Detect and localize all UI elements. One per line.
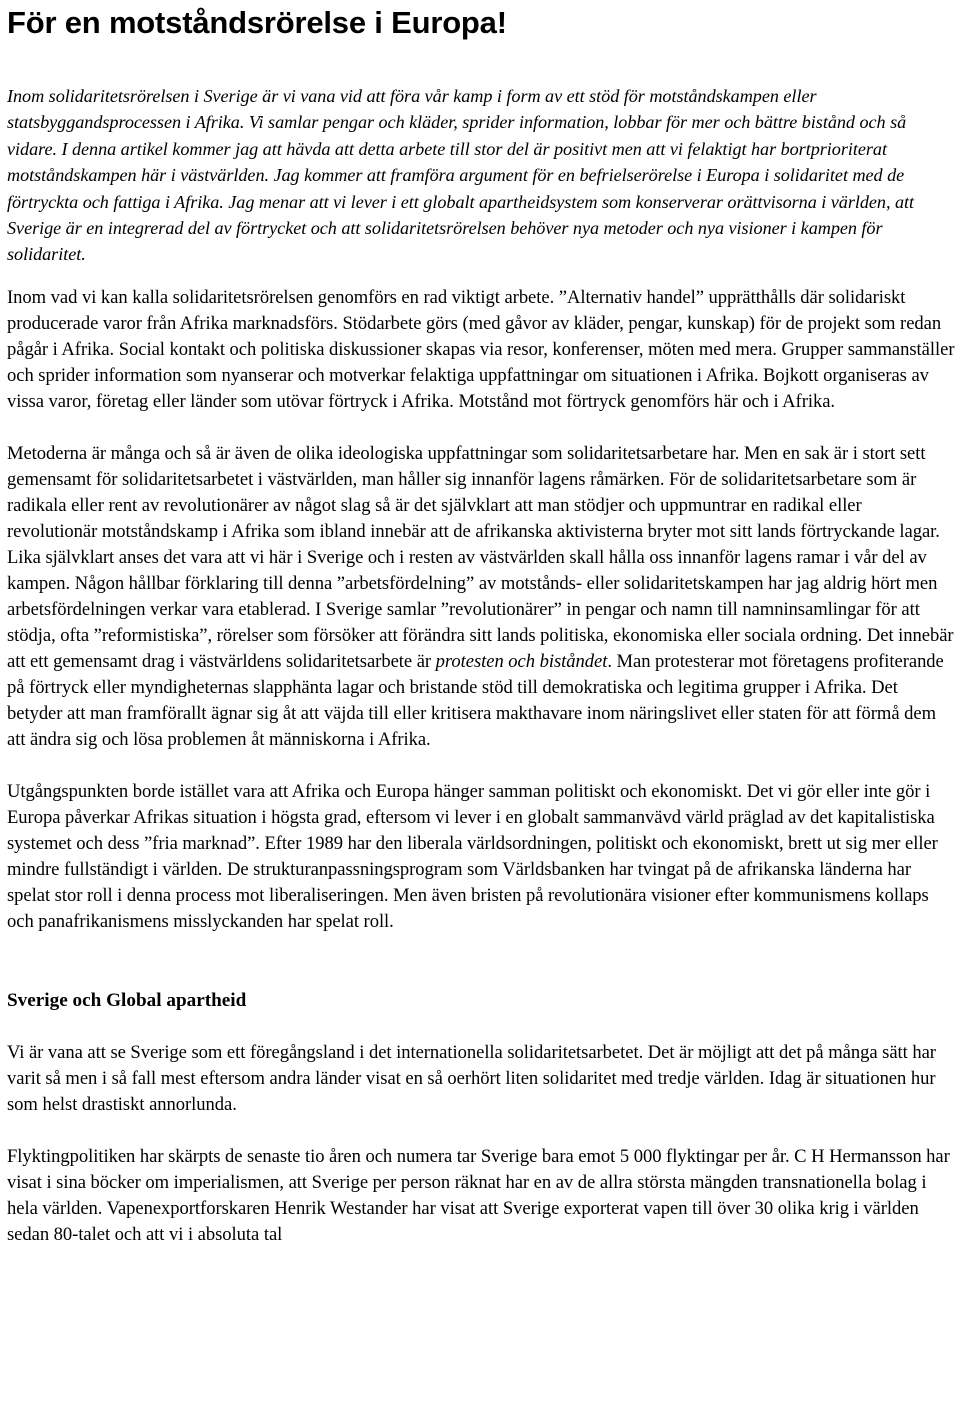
- paragraph-methods-emphasis: protesten och biståndet: [435, 650, 608, 672]
- paragraph-refugee-policy: Flyktingpolitiken har skärpts de senaste tio åren och numera tar Sverige bara emot 5 000 flyktingar per år. C H Hermansson har visat i sina böcker om imperialismen, att Sverige per person räknat har en av de allra största mängden transnationella bolag i hela världen. Vapenexportforskaren Henrik Westander har visat att Sverige exporterat vapen till över 30 olika krig i världen sedan 80-talet och att vi i absoluta tal: [7, 1145, 950, 1245]
- section-heading: Sverige och Global apartheid: [7, 989, 247, 1011]
- paragraph-methods-text: Metoderna är många och så är även de olika ideologiska uppfattningar som solidaritetsarbetare har. Men en sak är i stort sett gemensamt för solidaritetsarbetet i västvärlden, man håller sig innanför lagens råmärken. För de solidaritetsarbetare som är radikala eller rent av revolutionärer av något slag så är det självklart att man stödjer och uppmuntrar en radikal eller revolutionär motståndskamp i Afrika som ibland innebär att de afrikanska aktivisterna bryter mot sitt lands förtryckande lagar. Lika självklart anses det vara att vi här i Sverige och i resten av västvärlden skall hålla oss innanför lagens ramar i vår del av kampen. Någon hållbar förklaring till denna ”arbetsfördelning” av motstånds- eller solidaritetskampen har jag aldrig hört men arbetsfördelningen verkar vara etablerad. I Sverige samlar ”revolutionärer” in pengar och namn till namninsamlingar för att stödja, ofta ”reformistiska”, rörelser som försöker att förändra sitt lands politiska, ekonomiska eller sociala ordning. Det innebär att ett gemensamt drag i västvärldens solidaritetsarbete är: [7, 442, 954, 672]
- article: [7, 0, 955, 1248]
- paragraph-sweden-role: Vi är vana att se Sverige som ett föregångsland i det internationella solidaritetsarbetet. Det är möjligt att det på många sätt har varit så men i så fall mest eftersom andra länder visat en så oerhört liten solidaritet med tredje världen. Idag är situationen hur som helst drastiskt annorlunda.: [7, 1041, 936, 1115]
- paragraph-methods: [7, 441, 955, 753]
- article-title: För en motståndsrörelse i Europa!: [7, 5, 507, 40]
- paragraph-solidarity-work: Inom vad vi kan kalla solidaritetsrörelsen genomförs en rad viktigt arbete. ”Alternativ handel” upprätthålls där solidariskt producerade varor från Afrika marknadsförs. Stödarbete görs (med gåvor av kläder, pengar, kunskap) för de projekt som redan pågår i Afrika. Social kontakt och politiska diskussioner skapas via resor, konferenser, möten med mera. Grupper sammanställer och sprider information som nyanserar och motverkar felaktiga uppfattningar om situationen i Afrika. Bojkott organiseras av vissa varor, företag eller länder som utövar förtryck i Afrika. Motstånd mot förtryck genomförs här och i Afrika.: [7, 286, 955, 412]
- intro-paragraph: Inom solidaritetsrörelsen i Sverige är vi vana vid att föra vår kamp i form av ett stöd för motståndskampen eller statsbyggandsprocessen i Afrika. Vi samlar pengar och kläder, sprider information, lobbar för mer och bättre bistånd och så vidare. I denna artikel kommer jag att hävda att detta arbete till stor del är positivt men att vi felaktigt har bortprioriterat motståndskampen här i västvärlden. Jag kommer att framföra argument för en befrielserörelse i Europa i solidaritet med de förtryckta och fattiga i Afrika. Jag menar att vi lever i ett globalt apartheidsystem som konserverar orättvisorna i världen, att Sverige är en integrerad del av förtrycket och att solidaritetsrörelsen behöver nya metoder och nya visioner i kampen för solidaritet.: [7, 86, 915, 265]
- paragraph-starting-point: Utgångspunkten borde istället vara att Afrika och Europa hänger samman politiskt och ekonomiskt. Det vi gör eller inte gör i Europa påverkar Afrikas situation i högsta grad, eftersom vi lever i en globalt sammanvävd värld präglad av det kapitalistiska systemet och dess ”fria marknad”. Efter 1989 har den liberala världsordningen, politiskt och ekonomiskt, brett ut sig mer eller mindre fullständigt i världen. De strukturanpassningsprogram som Världsbanken har tvingat på de afrikanska länderna har spelat stor roll i denna process mot liberaliseringen. Men även bristen på revolutionära visioner efter kommunismens kollaps och panafrikanismens misslyckanden har spelat roll.: [7, 780, 938, 932]
- paragraph-methods-text-end: . Man protesterar mot företagens profiterande på förtryck eller myndigheternas slapphänta lagar och bristande stöd till demokratiska och legitima grupper i Afrika. Det betyder att man framförallt ägnar sig åt att väjda till eller kritisera makthavare inom näringslivet eller staten för att förmå dem att ändra sig och lösa problemen åt människorna i Afrika.: [7, 650, 944, 750]
